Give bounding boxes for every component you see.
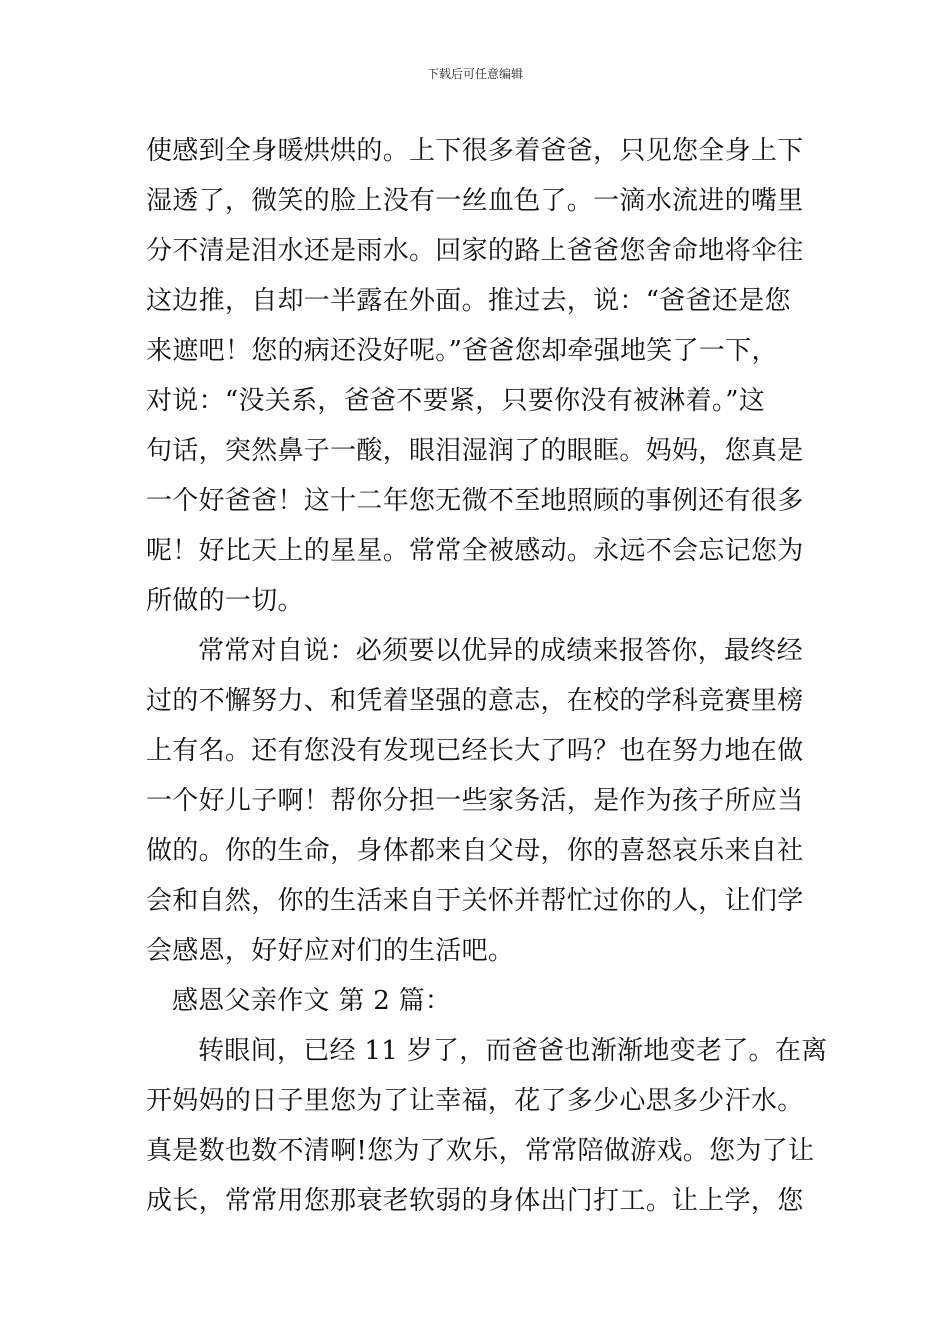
paragraph-start-line: 常常对自说：必须要以优异的成绩来报答你，最终经 [198,636,803,666]
text-line: 湿透了，微笑的脸上没有一丝血色了。一滴水流进的嘴里 [146,186,804,216]
text-line: 上有名。还有您没有发现已经长大了吗？也在努力地在做 [146,736,804,766]
text-line: 句话，突然鼻子一酸，眼泪湿润了的眼眶。妈妈，您真是 [146,436,804,466]
document-body [146,126,828,1226]
text-line: 开妈妈的日子里您为了让幸福，花了多少心思多少汗水。 [146,1086,804,1116]
text-line: 会感恩，好好应对们的生活吧。 [146,936,515,966]
text-line: 过的不懈努力、和凭着坚强的意志，在校的学科竞赛里榜 [146,686,804,716]
text-line: 成长，常常用您那衰老软弱的身体出门打工。让上学，您 [146,1186,804,1216]
text-line: 做的。你的生命，身体都来自父母，你的喜怒哀乐来自社 [146,836,804,866]
text-line: 一个好爸爸！这十二年您无微不至地照顾的事例还有很多 [146,486,804,516]
text-line: 来遮吧！您的病还没好呢。”爸爸您却牵强地笑了一下， [146,336,778,366]
text-line: 分不清是泪水还是雨水。回家的路上爸爸您舍命地将伞往 [146,236,804,266]
paragraph-start-line: 转眼间，已经 11 岁了，而爸爸也渐渐地变老了。在离 [198,1036,828,1066]
text-line: 所做的一切。 [146,586,304,616]
text-line: 使感到全身暖烘烘的。上下很多着爸爸，只见您全身上下 [146,136,804,166]
page-header: 下载后可任意编辑 [426,67,523,81]
text-line: 呢！好比天上的星星。常常全被感动。永远不会忘记您为 [146,536,804,566]
text-line: 一个好儿子啊！帮你分担一些家务活，是作为孩子所应当 [146,786,804,816]
text-line: 这边推，自却一半露在外面。推过去，说：“爸爸还是您 [146,286,791,316]
text-line: 真是数也数不清啊!您为了欢乐，常常陪做游戏。您为了让 [146,1136,815,1166]
section-heading: 感恩父亲作文 第 2 篇： [172,986,452,1016]
text-line: 对说：“没关系，爸爸不要紧，只要你没有被淋着。”这 [146,386,766,416]
text-line: 会和自然，你的生活来自于关怀并帮忙过你的人，让们学 [146,886,804,916]
